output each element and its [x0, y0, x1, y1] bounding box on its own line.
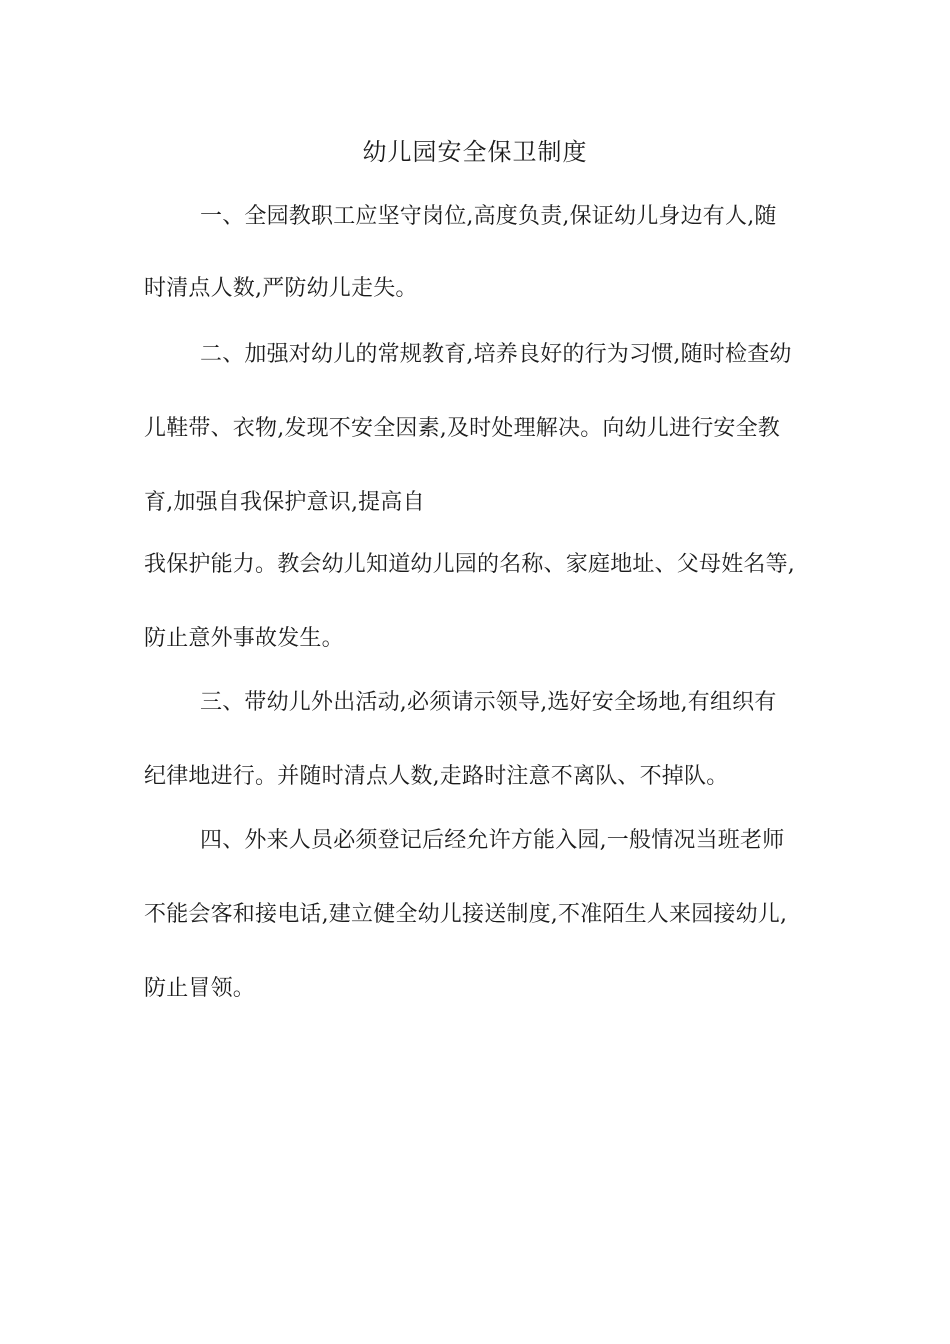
- paragraph-2-line-4: 我保护能力。教会幼儿知道幼儿园的名称、家庭地址、父母姓名等,: [144, 552, 795, 577]
- paragraph-2-line-5: 防止意外事故发生。: [144, 626, 344, 651]
- paragraph-4-line-1: 四、外来人员必须登记后经允许方能入园,一般情况当班老师: [200, 828, 785, 853]
- paragraph-1-line-1: 一、全园教职工应坚守岗位,高度负责,保证幼儿身边有人,随: [200, 204, 777, 229]
- paragraph-1-line-2: 时清点人数,严防幼儿走失。: [144, 276, 418, 301]
- paragraph-3-line-1: 三、带幼儿外出活动,必须请示领导,选好安全场地,有组织有: [200, 690, 777, 715]
- document-title: 幼儿园安全保卫制度: [362, 138, 588, 166]
- paragraph-4-line-2: 不能会客和接电话,建立健全幼儿接送制度,不准陌生人来园接幼儿,: [144, 902, 788, 927]
- paragraph-4-line-3: 防止冒领。: [144, 976, 256, 1001]
- paragraph-2-line-1: 二、加强对幼儿的常规教育,培养良好的行为习惯,随时检查幼: [200, 342, 792, 367]
- paragraph-3-line-2: 纪律地进行。并随时清点人数,走路时注意不离队、不掉队。: [144, 764, 729, 789]
- paragraph-2-line-3: 育,加强自我保护意识,提高自: [144, 490, 425, 515]
- paragraph-2-line-2: 儿鞋带、衣物,发现不安全因素,及时处理解决。向幼儿进行安全教: [144, 416, 780, 441]
